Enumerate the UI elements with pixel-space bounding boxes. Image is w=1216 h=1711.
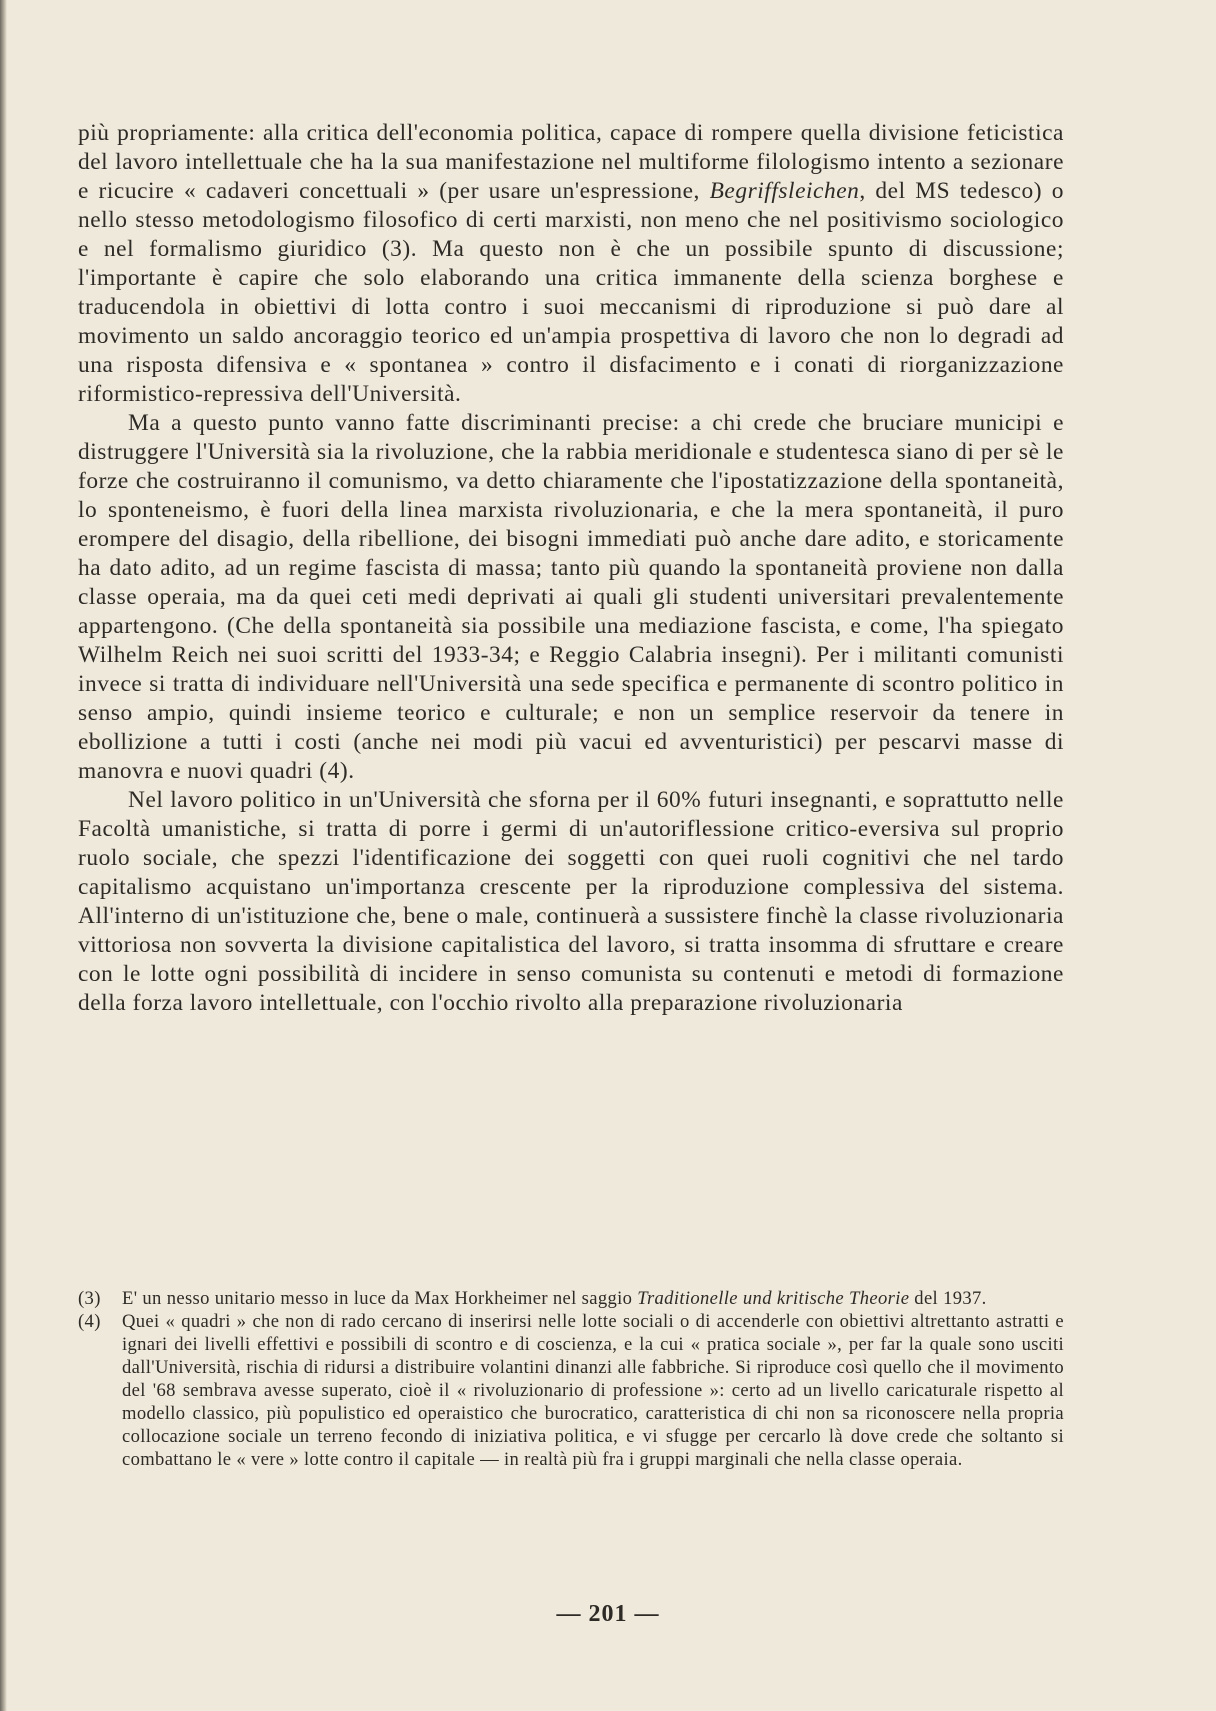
text-run: del 1937.	[909, 1288, 987, 1309]
italic-text: Traditionelle und kritische Theorie	[637, 1288, 910, 1309]
text-run: Nel lavoro politico in un'Università che sforna per il 60% futuri insegnanti, e soprattutto nelle Facoltà umanistiche, si tratta di porre i germi di un'autoriflessione critico-eversiva sul proprio ruolo sociale, che spezzi l'identificazione dei soggetti con quei ruoli cognitivi che nel tardo capitalismo acquistano un'importanza crescente per la riproduzione complessiva del sistema. All'interno di un'istituzione che, bene o male, continuerà a sussistere finchè la classe rivoluzionaria vittoriosa non sovverta la divisione capitalistica del lavoro, si tratta insomma di sfruttare e creare con le lotte ogni possibilità di incidere in senso comunista su contenuti e metodi di formazione della forza lavoro intellettuale, con l'occhio rivolto alla preparazione rivoluzionaria	[78, 787, 1064, 1016]
paragraph	[78, 409, 1064, 786]
paragraph	[78, 119, 1064, 409]
text-run: E' un nesso unitario messo in luce da Max Horkheimer nel saggio	[122, 1288, 638, 1309]
body-text	[78, 119, 1064, 1018]
footnote-text	[122, 1287, 1064, 1310]
text-run: Ma a questo punto vanno fatte discriminanti precise: a chi crede che bruciare municipi e distruggere l'Università sia la rivoluzione, che la rabbia meridionale e studentesca siano di per sè le forze che costruiranno il comunismo, va detto chiaramente che l'ipostatizzazione della spontaneità, lo sponteneismo, è fuori della linea marxista rivoluzionaria, e che la mera spontaneità, il puro erompere del disagio, della ribellione, dei bisogni immediati può anche dare adito, e storicamente ha dato adito, ad un regime fascista di massa; tanto più quando la spontaneità proviene non dalla classe operaia, ma da quei ceti medi deprivati ai quali gli studenti universitari prevalentemente appartengono. (Che della spontaneità sia possibile una mediazione fascista, e come, l'ha spiegato Wilhelm Reich nei suoi scritti del 1933-34; e Reggio Calabria insegni). Per i militanti comunisti invece si tratta di individuare nell'Università una sede specifica e permanente di scontro politico in senso ampio, quindi insieme teorico e culturale; e non un semplice reservoir da tenere in ebollizione a tutti i costi (anche nei modi più vacui ed avventuristici) per pescarvi masse di manovra e nuovi quadri (4).	[78, 410, 1064, 784]
text-run: più propriamente: alla critica dell'economia politica, capace di rompere quella divisione feticistica del lavoro intellettuale che ha la sua manifestazione nel multiforme filologismo intento a sezionare e ricucire « cadaveri concettuali » (per usare un'espressione,	[78, 120, 1064, 204]
footnote	[78, 1310, 1064, 1471]
paragraph	[78, 786, 1064, 1018]
footnote-number: (3)	[78, 1288, 101, 1309]
footnote-number: (4)	[78, 1311, 101, 1332]
italic-text: Begriffsleichen	[709, 178, 860, 204]
footnotes	[78, 1287, 1064, 1471]
text-run: Quei « quadri » che non di rado cercano di inserirsi nelle lotte sociali o di accenderle con obiettivi altrettanto astratti e ignari dei livelli effettivi e possibili di scontro e di coscienza, e la cui « pratica sociale », per far la quale sono usciti dall'Università, rischia di ridursi a distribuire volantini dinanzi alle fabbriche. Si riproduce così quello che il movimento del '68 sembrava avesse superato, cioè il « rivoluzionario di professione »: certo ad un livello caricaturale rispetto al modello classico, più populistico ed operaistico che burocratico, caratteristica di chi non sa riconoscere nella propria collocazione sociale un terreno fecondo di iniziativa politica, e vi sfugge per cercarlo là dove crede che soltanto si combattano le « vere » lotte contro il capitale — in realtà più fra i gruppi marginali che nella classe operaia.	[122, 1311, 1064, 1470]
footnote	[78, 1287, 1064, 1310]
text-run: , del MS tedesco) o nello stesso metodologismo filosofico di certi marxisti, non meno che nel positivismo sociologico e nel formalismo giuridico (3). Ma questo non è che un possibile spunto di discussione; l'importante è capire che solo elaborando una critica immanente della scienza borghese e traducendola in obiettivi di lotta contro i suoi meccanismi di riproduzione si può dare al movimento un saldo ancoraggio teorico ed un'ampia prospettiva di lavoro che non lo degradi ad una risposta difensiva e « spontanea » contro il disfacimento e i conati di riorganizzazione riformistico-repressiva dell'Università.	[78, 178, 1064, 407]
footnote-text	[122, 1310, 1064, 1471]
page-number: — 201 —	[556, 1601, 660, 1627]
